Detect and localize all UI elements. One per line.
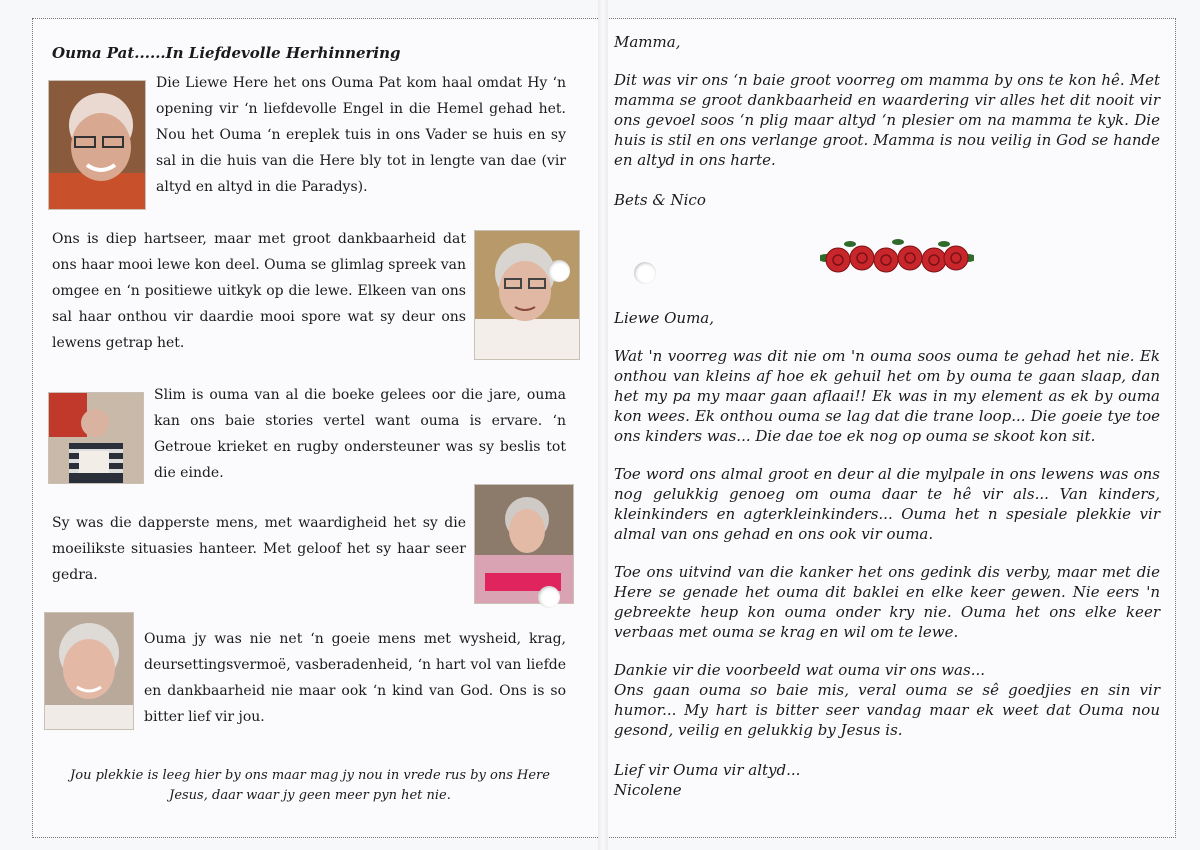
paragraph-5: Ouma jy was nie net ‘n goeie mens met wysheid, krag, deursettingsvermoë, vasberadenheid, ‘n hart vol van liefde en dankbaarheid nie maar ook ‘n kind van God. Ons is so bitter lief vir jou.: [144, 631, 566, 725]
paragraph-3: Slim is ouma van al die boeke gelees oor die jare, ouma kan ons baie stories vertel want ouma is ervare. ‘n Getroue krieket en rugby ondersteuner was sy beslis tot die einde.: [154, 387, 566, 481]
punch-hole: [538, 586, 560, 608]
photo-portrait-elder: [44, 612, 134, 730]
paragraph-4: Sy was die dapperste mens, met waardigheid het sy die moeilikste situasies hanteer. Met geloof het sy haar seer gedra.: [52, 515, 466, 583]
message-ouma-paragraph: Toe ons uitvind van die kanker het ons gedink dis verby, maar met die Here se genade het ouma dit baklei en elke keer gewen. Nie eers 'n gebreekte heup kon ouma onder kry nie. Ouma het ons elke keer verbaas met ouma se krag en wil om te lewe.: [614, 563, 1160, 641]
message-ouma-paragraph: Toe word ons almal groot en deur al die mylpale in ons lewens was ons nog gelukkig genoeg om ouma daar te hê vir als... Van kinders, kleinkinders en agterkleinkinders... Ouma het n spesiale plekkie vir almal van ons gehad en ons ook vir ouma.: [614, 465, 1160, 543]
punch-hole: [634, 262, 656, 284]
paragraph-2: Ons is diep hartseer, maar met groot dankbaarheid dat ons haar mooi lewe kon deel. Ouma se glimlag spreek van omgee en ‘n positiewe uitkyk op die lewe. Elkeen van ons sal haar onthou vir daardie mooi spore wat sy deur ons lewens getrap het.: [52, 231, 466, 351]
photo-pink-jacket: [474, 484, 574, 604]
page-title: Ouma Pat......In Liefdevolle Herhinnering: [52, 44, 401, 62]
message-mamma: Dit was vir ons ‘n baie groot voorreg om mamma by ons te kon hê. Met mamma se groot dankbaarheid en waardering vir alles het dit nooit vir ons gevoel soos ‘n plig maar altyd ‘n plesier om na mamma te kyk. Die huis is stil en ons verlange groot. Mamma is nou veilig in God se hande en altyd in ons harte.: [614, 71, 1160, 169]
page-fold: [598, 0, 608, 850]
message-ouma-paragraph: Wat 'n voorreg was dit nie om 'n ouma soos ouma te gehad het nie. Ek onthou van kleins af hoe ek gehuil het om by ouma te gaan slaap, dan het my pa my maar gaan aflaai!! Ek was in my element as ek by ouma kon wees. Ek onthou ouma se lag dat die trane loop... Die goeie tye toe ons kinders was... Die dae toe ek nog op ouma se skoot kon sit.: [614, 347, 1160, 445]
signature-nicolene: Nicolene: [614, 781, 682, 799]
roses-ornament: [820, 236, 974, 278]
signoff: Lief vir Ouma vir altyd...: [614, 761, 801, 779]
punch-hole: [548, 260, 570, 282]
paragraph-1: Die Liewe Here het ons Ouma Pat kom haal omdat Hy ‘n opening vir ‘n liefdevolle Engel in die Hemel gehad het. Nou het Ouma ‘n ereplek tuis in ons Vader se huis en sy sal in die huis van die Here bly tot in lengte van dae (vir altyd en altyd in die Paradys).: [156, 75, 566, 195]
signature-bets-nico: Bets & Nico: [614, 191, 706, 209]
photo-portrait-smiling: [48, 80, 146, 210]
greeting-mamma: Mamma,: [614, 33, 681, 51]
photo-reading: [48, 392, 144, 484]
closing-verse: Jou plekkie is leeg hier by ons maar mag jy nou in vrede rus by ons Here Jesus, daar waar jy geen meer pyn het nie.: [70, 768, 550, 803]
photo-portrait-glasses: [474, 230, 580, 360]
greeting-ouma: Liewe Ouma,: [614, 309, 715, 327]
message-ouma-paragraph: Dankie vir die voorbeeld wat ouma vir ons was... Ons gaan ouma so baie mis, veral ouma se sê goedjies en sin vir humor... My hart is bitter seer vandag maar ek weet dat Ouma nou gesond, veilig en gelukkig by Jesus is.: [614, 661, 1160, 739]
